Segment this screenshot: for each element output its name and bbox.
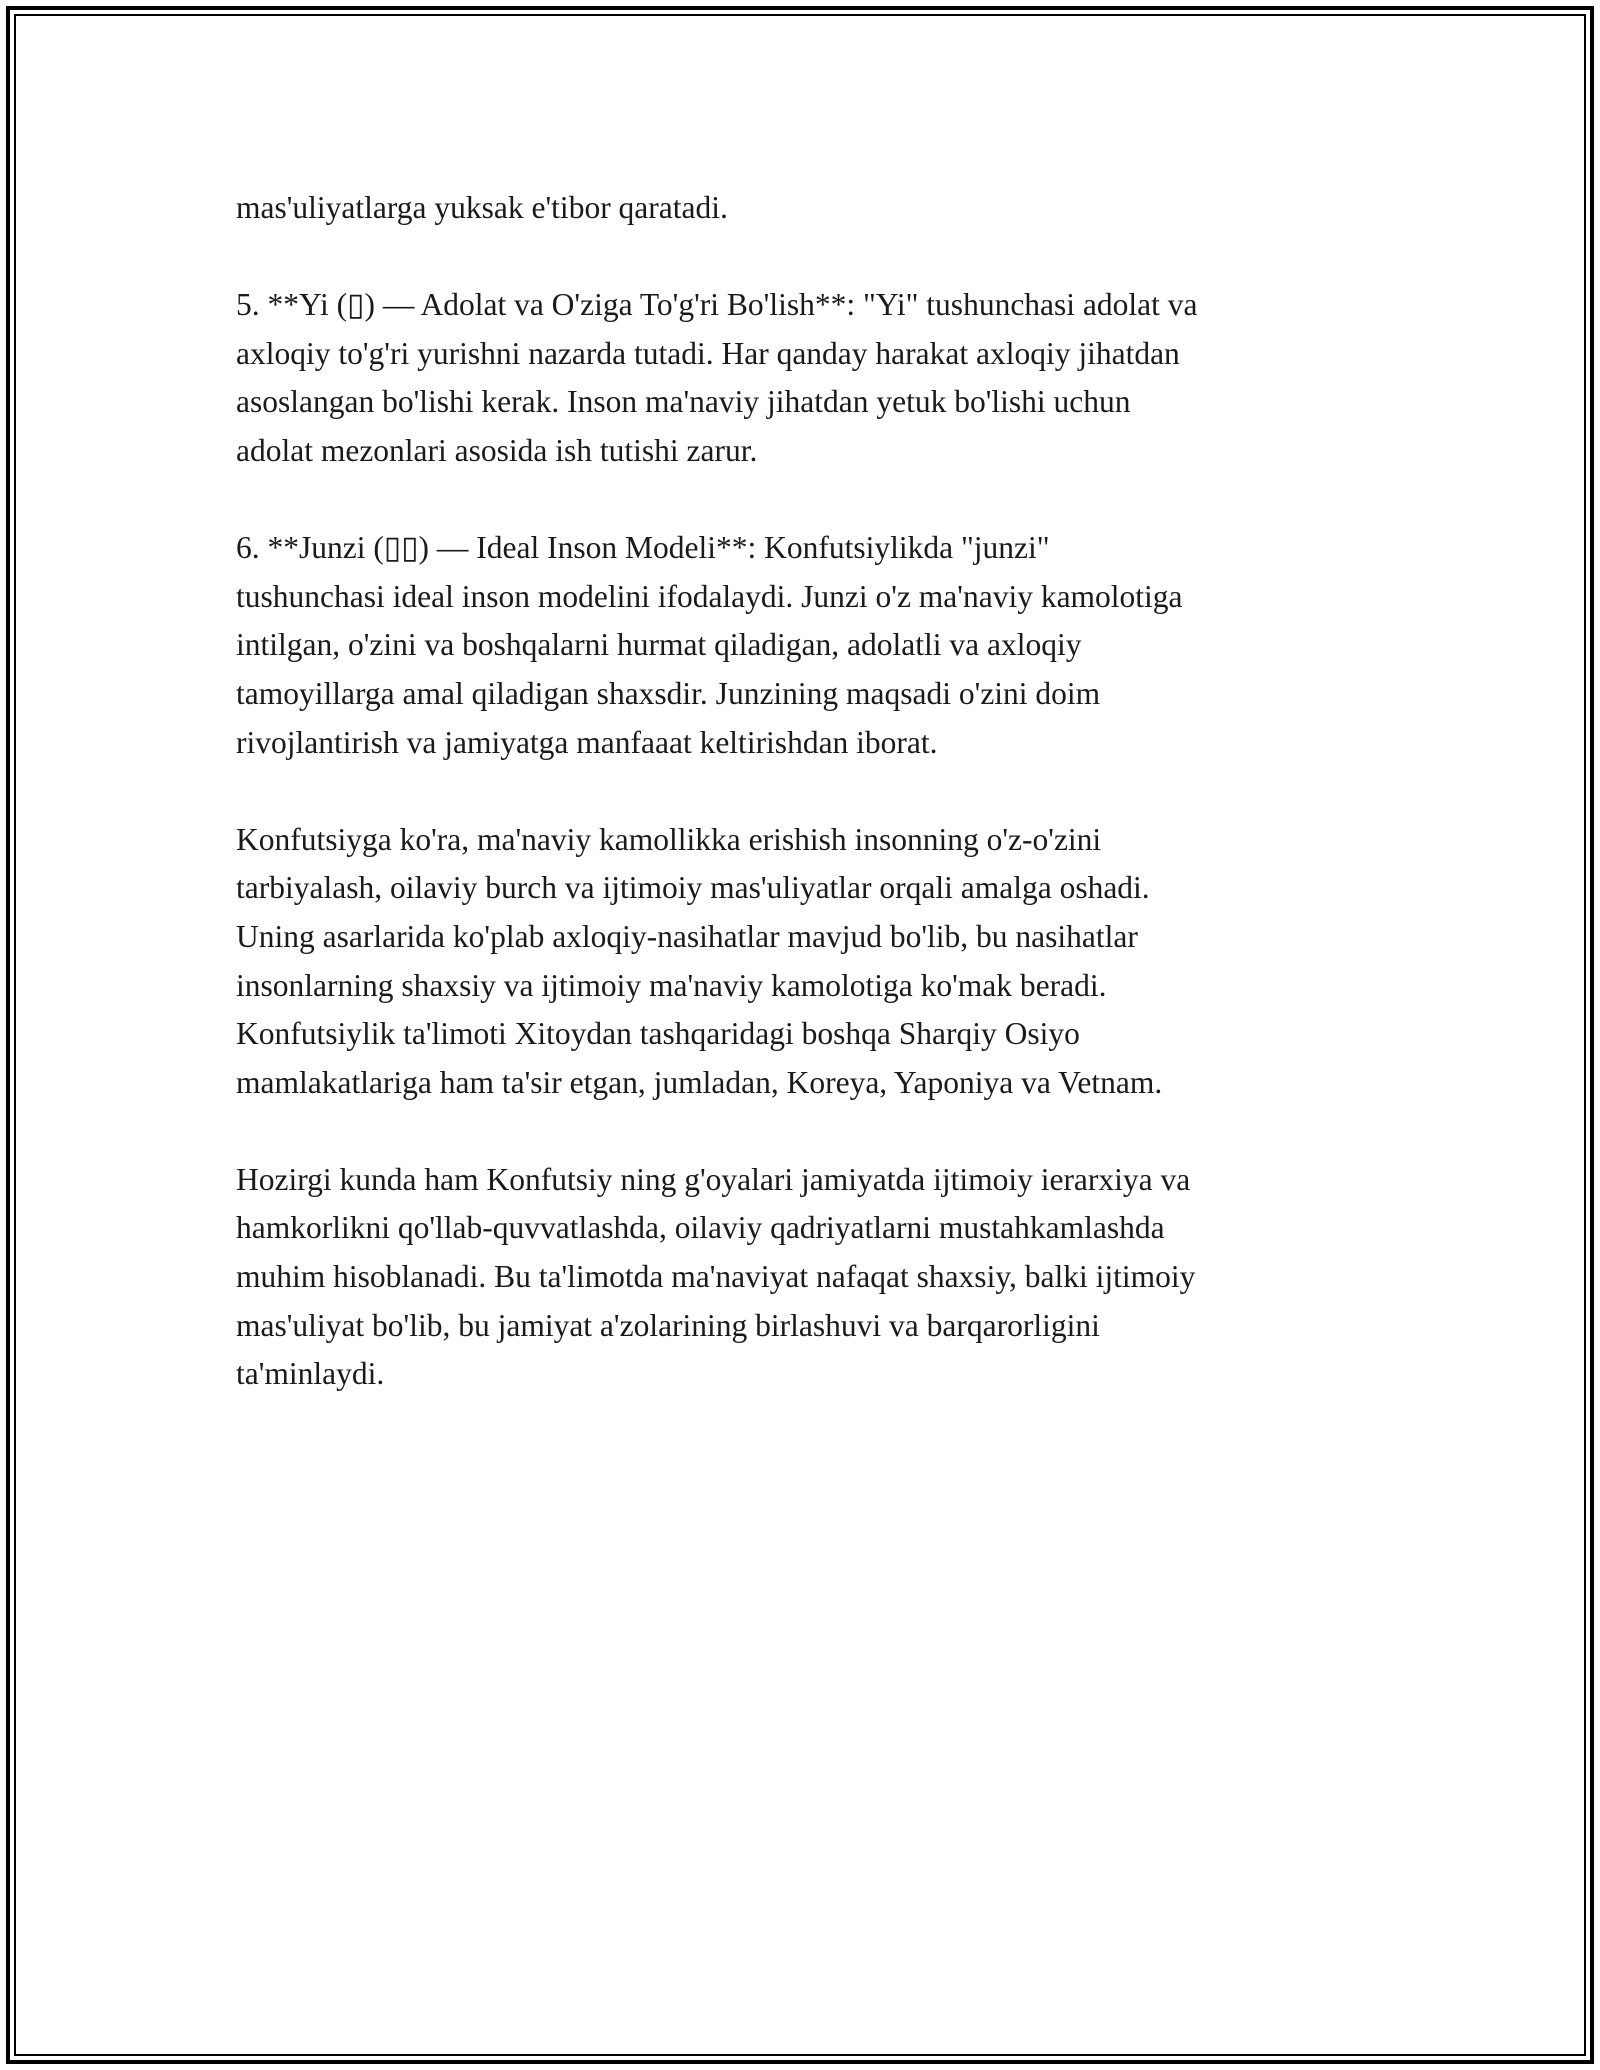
paragraph-continuation: mas'uliyatlarga yuksak e'tibor qaratadi. (236, 190, 728, 225)
paragraph-junzi: 6. **Junzi (▯▯) — Ideal Inson Modeli**: Konfutsiylikda "junzi" tushunchasi ideal inson modelini ifodalaydi. Junzi o'z ma'naviy kamolotiga intilgan, o'zini va boshqalarni hurmat qiladigan, adolatli va axloqiy tamoyillarga amal qiladigan shaxsdir. Junzining maqsadi o'zini doim rivojlantirish va jamiyatga manfaaat keltirishdan iborat. (236, 530, 1183, 760)
document-body (236, 184, 1376, 1399)
paragraph-moral-perfection: Konfutsiyga ko'ra, ma'naviy kamollikka erishish insonning o'z-o'zini tarbiyalash, oilaviy burch va ijtimoiy mas'uliyatlar orqali amalga oshadi. Uning asarlarida ko'plab axloqiy-nasihatlar mavjud bo'lib, bu nasihatlar insonlarning shaxsiy va ijtimoiy ma'naviy kamolotiga ko'mak beradi. Konfutsiylik ta'limoti Xitoydan tashqaridagi boshqa Sharqiy Osiyo mamlakatlariga ham ta'sir etgan, jumladan, Koreya, Yaponiya va Vetnam. (236, 821, 1163, 1100)
paragraph-yi: 5. **Yi (▯) — Adolat va O'ziga To'g'ri Bo'lish**: "Yi" tushunchasi adolat va axloqiy to'g'ri yurishni nazarda tutadi. Har qanday harakat axloqiy jihatdan asoslangan bo'lishi kerak. Inson ma'naviy jihatdan yetuk bo'lishi uchun adolat mezonlari asosida ish tutishi zarur. (236, 287, 1198, 468)
paragraph-modern-relevance: Hozirgi kunda ham Konfutsiy ning g'oyalari jamiyatda ijtimoiy ierarxiya va hamkorlikni qo'llab-quvvatlashda, oilaviy qadriyatlarni mustahkamlashda muhim hisoblanadi. Bu ta'limotda ma'naviyat nafaqat shaxsiy, balki ijtimoiy mas'uliyat bo'lib, bu jamiyat a'zolarining birlashuvi va barqarorligini ta'minlaydi. (236, 1161, 1196, 1392)
